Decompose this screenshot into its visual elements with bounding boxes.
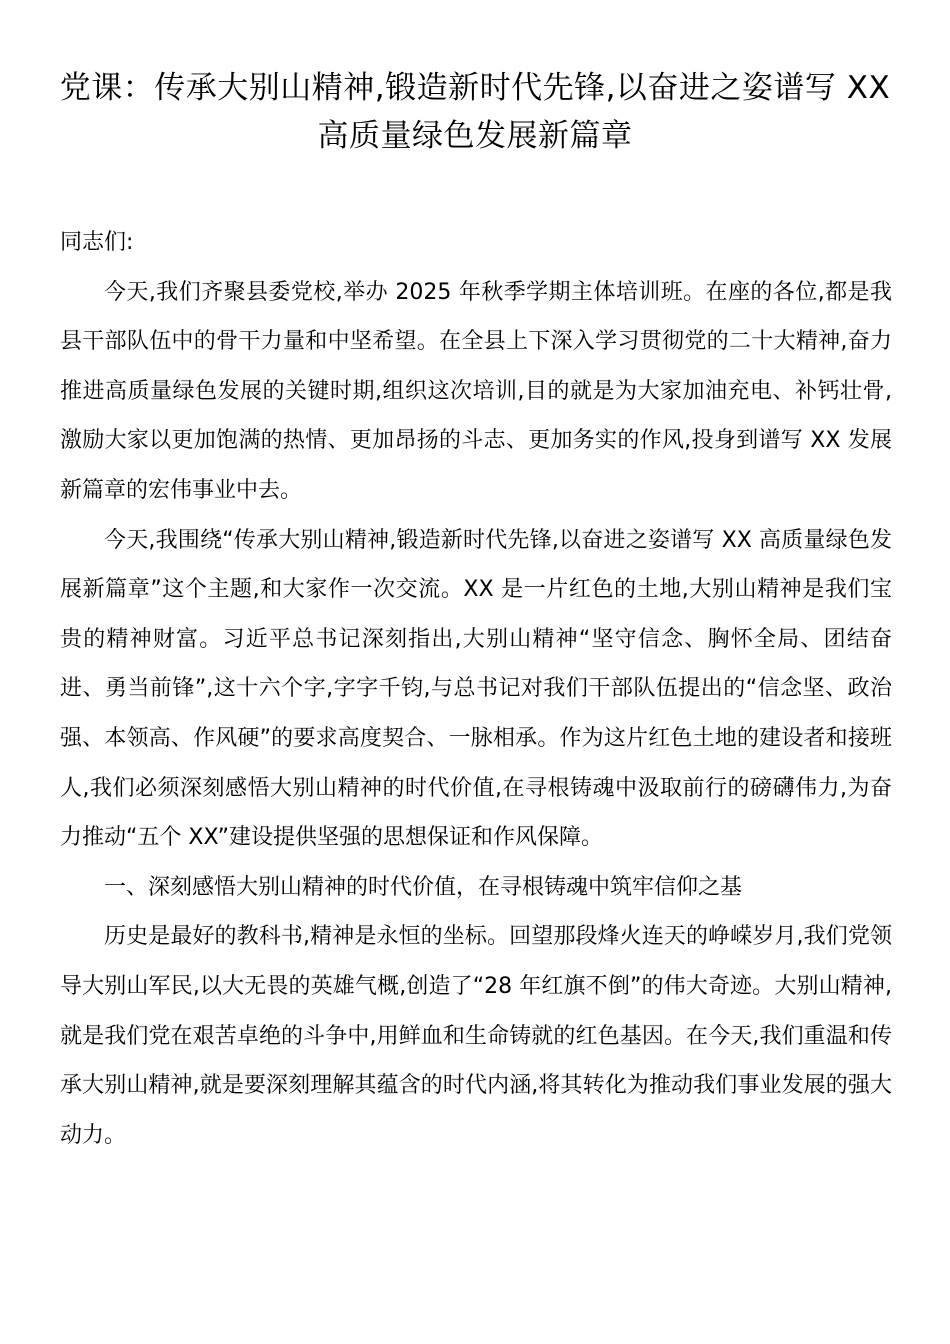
paragraph-opening: 今天,我们齐聚县委党校,举办 2025 年秋季学期主体培训班。在座的各位,都是我县干部队伍中的骨干力量和中坚希望。在全县上下深入学习贯彻党的二十大精神,奋力推进高质量绿色发展的关键时期,组织这次培训,目的就是为大家加油充电、补钙壮骨,激励大家以更加饱满的热情、更加昂扬的斗志、更加务实的作风,投身到谱写 XX 发展新篇章的宏伟事业中去。 bbox=[60, 279, 892, 503]
paragraph-theme: 今天,我围绕“传承大别山精神,锻造新时代先锋,以奋进之姿谱写 XX 高质量绿色发展新篇章”这个主题,和大家作一次交流。XX 是一片红色的土地,大别山精神是我们宝贵的精神财富。习近平总书记深刻指出,大别山精神“坚守信念、胸怀全局、团结奋进、勇当前锋”,这十六个字,字字千钧,与总书记对我们干部队伍提出的“信念坚、政治强、本领高、作风硬”的要求高度契合、一脉相承。作为这片红色土地的建设者和接班人,我们必须深刻感悟大别山精神的时代价值,在寻根铸魂中汲取前行的磅礴伟力,为奋力推动“五个 XX”建设提供坚强的思想保证和作风保障。 bbox=[60, 527, 892, 851]
paragraph-history: 历史是最好的教科书,精神是永恒的坐标。回望那段烽火连天的峥嵘岁月,我们党领导大别山军民,以大无畏的英雄气概,创造了“28 年红旗不倒”的伟大奇迹。大别山精神,就是我们党在艰苦卓绝的斗争中,用鲜血和生命铸就的红色基因。在今天,我们重温和传承大别山精神,就是要深刻理解其蕴含的时代内涵,将其转化为推动我们事业发展的强大动力。 bbox=[60, 924, 892, 1148]
section-heading-1: 一、深刻感悟大别山精神的时代价值，在寻根铸魂中筑牢信仰之基 bbox=[104, 874, 743, 900]
document-title: 党课：传承大别山精神,锻造新时代先锋,以奋进之姿谱写 XX 高质量绿色发展新篇章 bbox=[59, 70, 891, 154]
document-body bbox=[60, 218, 892, 1160]
salutation: 同志们: bbox=[60, 230, 134, 255]
